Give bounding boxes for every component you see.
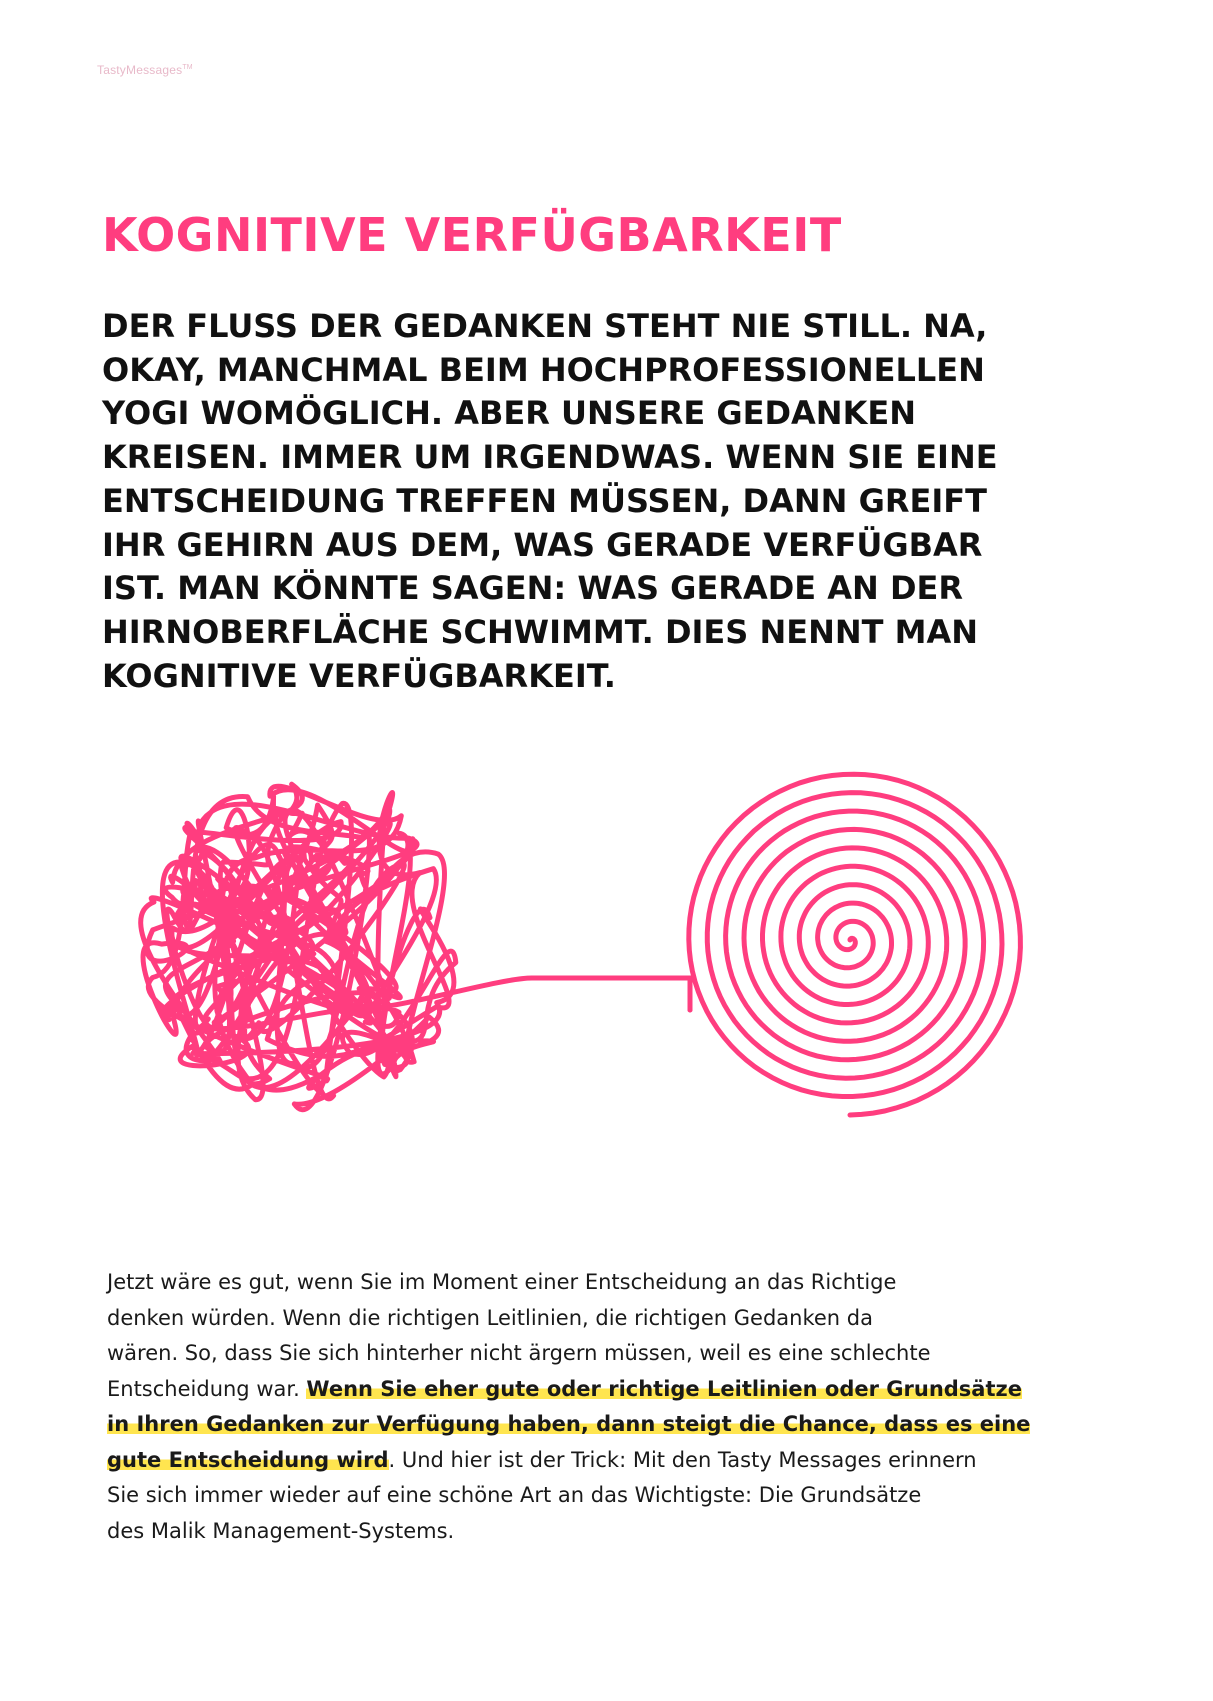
brand-name: TastyMessages: [97, 63, 183, 77]
highlighted-text: gute Entscheidung wird: [107, 1447, 389, 1472]
lead-line: IHR GEHIRN AUS DEM, WAS GERADE VERFÜGBAR: [102, 525, 983, 564]
body-line: wären. So, dass Sie sich hinterher nicht ärgern müssen, weil es eine schlechte: [107, 1341, 931, 1365]
body-line: Jetzt wäre es gut, wenn Sie im Moment einer Entscheidung an das Richtige: [107, 1270, 897, 1294]
body-line: [107, 1407, 1127, 1443]
brand-mark: [97, 63, 193, 77]
lead-paragraph: [102, 305, 1062, 698]
spiral-drawing: [689, 774, 1021, 1115]
body-line: des Malik Management-Systems.: [107, 1518, 455, 1543]
lead-line: IST. MAN KÖNNTE SAGEN: WAS GERADE AN DER: [102, 569, 964, 608]
lead-line: KREISEN. IMMER UM IRGENDWAS. WENN SIE EINE: [102, 438, 998, 477]
connector-line: [532, 978, 690, 1010]
page-title: KOGNITIVE VERFÜGBARKEIT: [102, 208, 842, 262]
lead-line: OKAY, MANCHMAL BEIM HOCHPROFESSIONELLEN: [102, 350, 985, 389]
lead-line: YOGI WOMÖGLICH. ABER UNSERE GEDANKEN: [102, 394, 916, 433]
body-paragraph: [107, 1265, 1127, 1549]
body-line: [107, 1443, 1127, 1479]
highlighted-text: in Ihren Gedanken zur Verfügung haben, dann steigt die Chance, dass es eine: [107, 1412, 1031, 1436]
lead-line: KOGNITIVE VERFÜGBARKEIT.: [102, 656, 616, 695]
tangled-scribble-drawing: [141, 784, 532, 1109]
body-line: [107, 1372, 1127, 1408]
lead-line: DER FLUSS DER GEDANKEN STEHT NIE STILL. NA,: [102, 307, 988, 345]
lead-line: HIRNOBERFLÄCHE SCHWIMMT. DIES NENNT MAN: [102, 612, 979, 651]
trademark-symbol: TM: [182, 64, 193, 71]
tangle-to-spiral-illustration: [100, 740, 1100, 1200]
highlighted-text: Wenn Sie eher gute oder richtige Leitlinien oder Grundsätze: [306, 1376, 1022, 1401]
body-line: Sie sich immer wieder auf eine schöne Art an das Wichtigste: Die Grundsätze: [107, 1483, 922, 1507]
body-text: . Und hier ist der Trick: Mit den Tasty Messages erinnern: [388, 1447, 977, 1472]
body-line: denken würden. Wenn die richtigen Leitlinien, die richtigen Gedanken da: [107, 1305, 873, 1330]
body-text: Entscheidung war.: [107, 1376, 307, 1401]
lead-line: ENTSCHEIDUNG TREFFEN MÜSSEN, DANN GREIFT: [102, 481, 987, 520]
